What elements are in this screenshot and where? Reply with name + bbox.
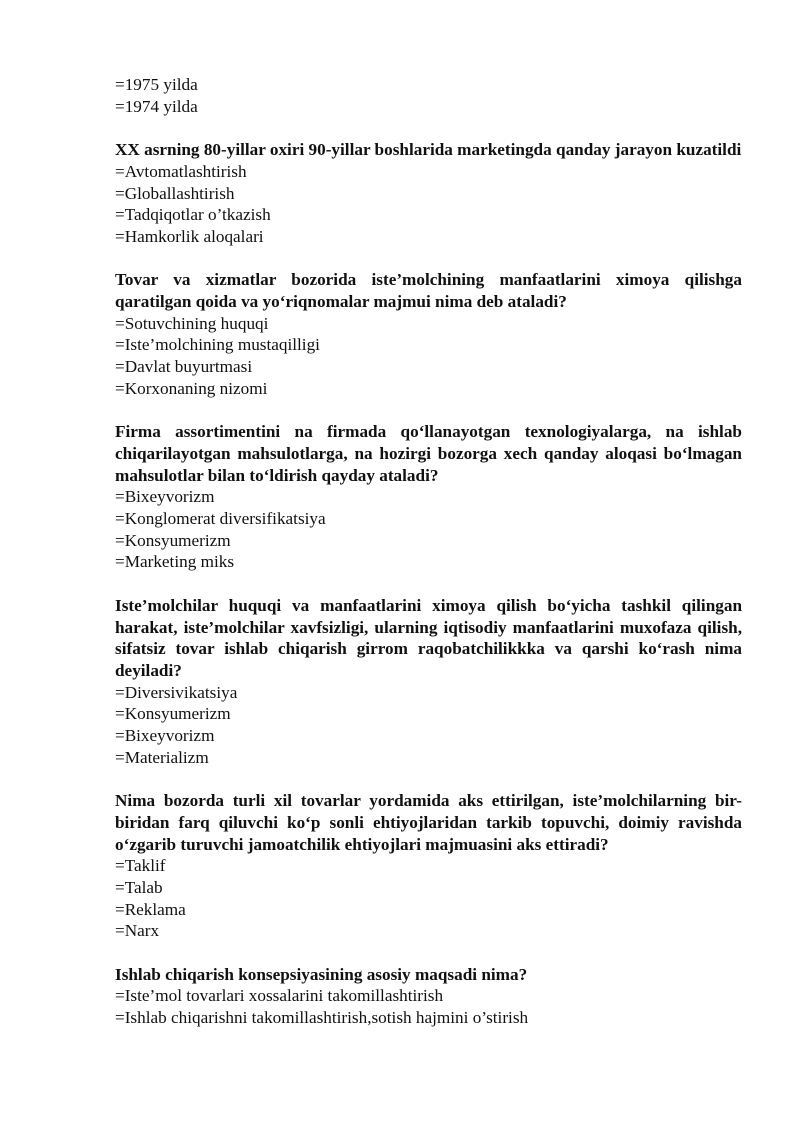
answer-option: =Iste’mol tovarlari xossalarini takomillashtirish	[115, 986, 444, 1006]
question-block	[115, 790, 742, 942]
question-text: Firma assortimentini na firmada qo‘llanayotgan texnologiyalarga, na ishlab chiqarilayotgan mahsulotlarga, na hozirgi bozorga xech qanday aloqasi bo‘lmagan mahsulotlar bilan to‘ldirish qayday ataladi?	[115, 422, 742, 485]
answer-option: =Marketing miks	[115, 552, 235, 572]
answer-option: =1974 yilda	[115, 96, 198, 116]
question-block	[115, 269, 742, 399]
question-text: Iste’molchilar huquqi va manfaatlarini ximoya qilish bo‘yicha tashkil qilingan harakat, iste’molchilar xavfsizligi, ularning iqtisodiy manfaatlarini muxofaza qilish, sifatsiz tovar ishlab chiqarish girrom raqobatchilikkka va qarshi ko‘rash nima deyiladi?	[115, 595, 742, 680]
answer-option: =Sotuvchining huquqi	[115, 313, 269, 333]
answer-option: =Bixeyvorizm	[115, 487, 215, 507]
answer-option: =Ishlab chiqarishni takomillashtirish,sotish hajmini o’stirish	[115, 1008, 529, 1028]
answer-option: =Reklama	[115, 899, 186, 919]
question-block	[115, 595, 742, 769]
question-text: Tovar va xizmatlar bozorida iste’molchining manfaatlarini ximoya qilishga qaratilgan qoida va yo‘riqnomalar majmui nima deb ataladi?	[115, 270, 742, 311]
intro-answers	[115, 74, 742, 117]
answer-option: =Iste’molchining mustaqilligi	[115, 335, 320, 355]
answer-option: =Taklif	[115, 856, 166, 876]
answer-option: =1975 yilda	[115, 75, 198, 94]
answer-option: =Diversivikatsiya	[115, 682, 238, 702]
answer-option: =Narx	[115, 921, 160, 941]
answer-option: =Globallashtirish	[115, 183, 235, 203]
answer-option: =Konsyumerizm	[115, 704, 231, 724]
answer-option: =Konglomerat diversifikatsiya	[115, 509, 326, 529]
question-block	[115, 139, 742, 248]
question-text: Ishlab chiqarish konsepsiyasining asosiy maqsadi nima?	[115, 964, 528, 984]
answer-option: =Konsyumerizm	[115, 530, 231, 550]
answer-option: =Tadqiqotlar o’tkazish	[115, 205, 271, 225]
answer-option: =Materializm	[115, 747, 209, 767]
answer-option: =Korxonaning nizomi	[115, 378, 268, 398]
question-block	[115, 964, 742, 1029]
answer-option: =Talab	[115, 877, 163, 897]
answer-option: =Davlat buyurtmasi	[115, 357, 253, 377]
document-page	[115, 74, 742, 1029]
answer-option: =Bixeyvorizm	[115, 726, 215, 746]
answer-option: =Avtomatlashtirish	[115, 161, 247, 181]
answer-option: =Hamkorlik aloqalari	[115, 226, 264, 246]
question-block	[115, 421, 742, 573]
question-text: XX asrning 80-yillar oxiri 90-yillar boshlarida marketingda qanday jarayon kuzatildi	[115, 140, 742, 160]
question-text: Nima bozorda turli xil tovarlar yordamida aks ettirilgan, iste’molchilarning bir-biridan farq qiluvchi ko‘p sonli ehtiyojlaridan tarkib topuvchi, doimiy ravishda o‘zgarib turuvchi jamoatchilik ehtiyojlari majmuasini aks ettiradi?	[115, 791, 742, 854]
